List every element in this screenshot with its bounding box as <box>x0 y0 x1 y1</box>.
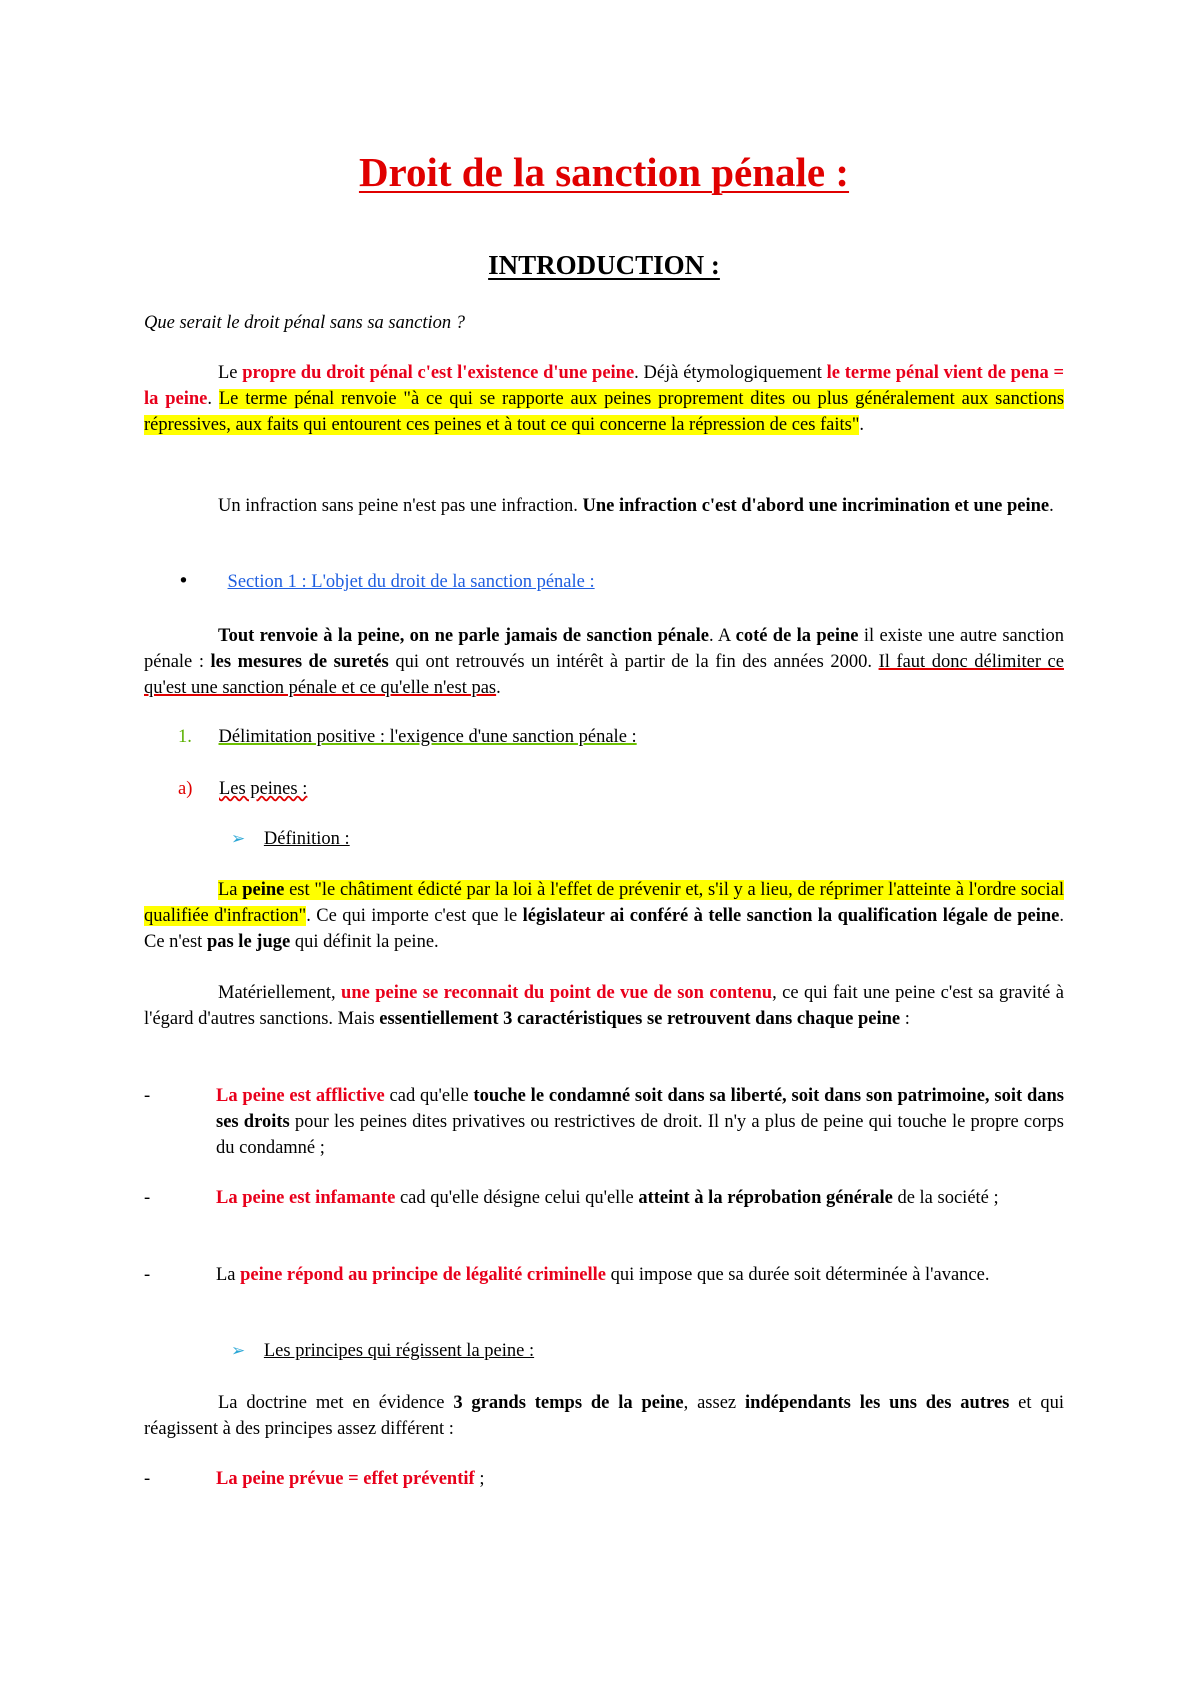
item-1-label: Délimitation positive : l'exigence d'une sanction pénale : <box>218 727 637 747</box>
page-title: Droit de la sanction pénale : <box>358 149 850 195</box>
definition-heading <box>231 826 350 852</box>
bullet-icon: • <box>178 571 189 592</box>
highlighted-quote: Le terme pénal renvoie "à ce qui se rapporte aux peines proprement dites ou plus généralement aux sanctions répressives, aux faits qui entourent ces peines et à tout ce qui concerne la répression de ces faits" <box>144 389 1065 435</box>
item-1-number: 1. <box>178 727 192 747</box>
item-1-heading <box>178 724 637 750</box>
list-item-afflictive: - La peine est afflictive cad qu'elle touche le condamné soit dans sa liberté, soit dans son patrimoine, soit dans ses droits pour les peines dites privatives ou restrictives de droit. Il n'y a plus de peine qui touche le propre corps du condamné ; <box>144 1086 1065 1158</box>
paragraph-doctrine: La doctrine met en évidence 3 grands temps de la peine, assez indépendants les uns des autres et qui réagissent à des principes assez différent : <box>144 1393 1064 1439</box>
section-heading-introduction: INTRODUCTION : <box>488 250 720 280</box>
section-1-link[interactable]: Section 1 : L'objet du droit de la sanction pénale : <box>227 572 595 592</box>
paragraph-peine-legal: La peine est "le châtiment édicté par la loi à l'effet de prévenir et, s'il y a lieu, de réprimer l'atteinte à l'ordre social qualifiée d'infraction". Ce qui importe c'est que le législateur ai conféré à telle sanction la qualification légale de peine. Ce n'est pas le juge qui définit la peine. <box>144 880 1065 952</box>
list-item-infamante: - La peine est infamante cad qu'elle désigne celui qu'elle atteint à la réprobation générale de la société ; <box>144 1188 999 1208</box>
paragraph-sanctions: Tout renvoie à la peine, on ne parle jamais de sanction pénale. A coté de la peine il existe une autre sanction pénale : les mesures de suretés qui ont retrouvés un intérêt à partir de la fin des années 2000. Il faut donc délimiter ce qu'est une sanction pénale et ce qu'elle n'est pas. <box>144 626 1064 698</box>
item-a-number: a) <box>178 779 193 799</box>
item-a-heading <box>178 776 307 802</box>
definition-label: Définition : <box>263 829 350 849</box>
list-item-legalite: - La peine répond au principe de légalité criminelle qui impose que sa durée soit déterminée à l'avance. <box>144 1265 990 1285</box>
arrow-icon: ➢ <box>231 829 246 849</box>
section-1-heading[interactable] <box>178 569 595 595</box>
item-a-label: Les peines : <box>219 779 308 799</box>
principles-label: Les principes qui régissent la peine : <box>263 1341 535 1361</box>
paragraph-infraction: Un infraction sans peine n'est pas une infraction. Une infraction c'est d'abord une incrimination et une peine. <box>218 496 1054 516</box>
principles-heading <box>231 1338 534 1364</box>
paragraph-peine-definition: Le propre du droit pénal c'est l'existence d'une peine. Déjà étymologiquement le terme pénal vient de pena = la peine. Le terme pénal renvoie "à ce qui se rapporte aux peines proprement dites ou plus généralement aux sanctions répressives, aux faits qui entourent ces peines et à tout ce qui concerne la répression de ces faits". <box>144 363 1065 435</box>
list-item-peine-prevue: - La peine prévue = effet préventif ; <box>144 1469 485 1489</box>
arrow-icon: ➢ <box>231 1341 246 1361</box>
intro-question: Que serait le droit pénal sans sa sanction ? <box>144 313 465 333</box>
paragraph-materiellement: Matériellement, une peine se reconnait du point de vue de son contenu, ce qui fait une peine c'est sa gravité à l'égard d'autres sanctions. Mais essentiellement 3 caractéristiques se retrouvent dans chaque peine : <box>144 983 1064 1029</box>
